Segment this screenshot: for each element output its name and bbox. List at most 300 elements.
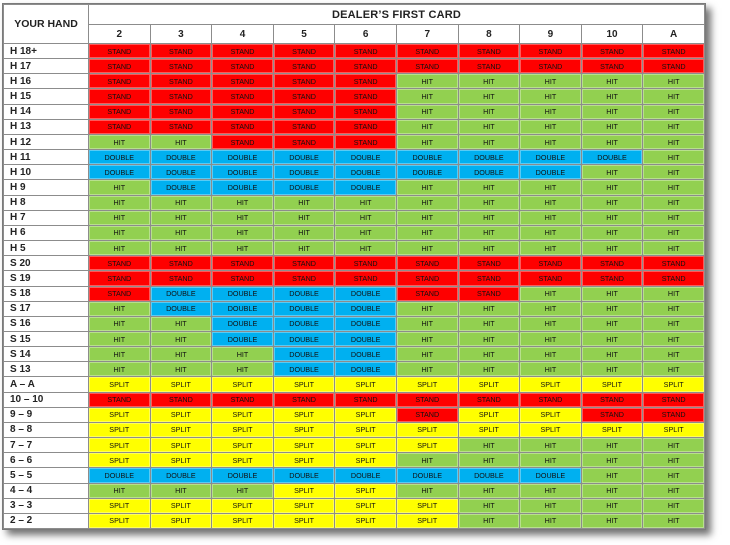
- action-cell: HIT: [520, 301, 582, 316]
- hand-label: 6 – 6: [4, 453, 89, 468]
- action-cell: STAND: [212, 59, 274, 74]
- action-cell: DOUBLE: [273, 286, 335, 301]
- action-cell: SPLIT: [396, 422, 458, 437]
- action-cell: SPLIT: [273, 407, 335, 422]
- action-cell: SPLIT: [212, 407, 274, 422]
- action-cell: HIT: [520, 513, 582, 528]
- table-row: [4, 316, 705, 331]
- action-cell: STAND: [335, 271, 397, 286]
- table-row: [4, 180, 705, 195]
- action-cell: DOUBLE: [150, 468, 212, 483]
- action-cell: SPLIT: [335, 498, 397, 513]
- action-cell: STAND: [150, 256, 212, 271]
- action-cell: HIT: [150, 225, 212, 240]
- action-cell: STAND: [89, 392, 151, 407]
- row-header-title: YOUR HAND: [4, 5, 89, 44]
- hand-label: 4 – 4: [4, 483, 89, 498]
- action-cell: DOUBLE: [458, 468, 520, 483]
- action-cell: SPLIT: [335, 513, 397, 528]
- action-cell: STAND: [273, 104, 335, 119]
- action-cell: SPLIT: [581, 422, 643, 437]
- table-row: [4, 150, 705, 165]
- action-cell: HIT: [581, 513, 643, 528]
- action-cell: HIT: [520, 89, 582, 104]
- action-cell: STAND: [89, 89, 151, 104]
- action-cell: SPLIT: [89, 453, 151, 468]
- action-cell: STAND: [335, 74, 397, 89]
- action-cell: HIT: [212, 483, 274, 498]
- action-cell: STAND: [212, 44, 274, 59]
- action-cell: HIT: [458, 331, 520, 346]
- action-cell: STAND: [150, 271, 212, 286]
- action-cell: HIT: [643, 89, 705, 104]
- hand-label: S 20: [4, 256, 89, 271]
- table-row: [4, 59, 705, 74]
- action-cell: HIT: [150, 210, 212, 225]
- action-cell: DOUBLE: [520, 165, 582, 180]
- action-cell: DOUBLE: [273, 301, 335, 316]
- action-cell: HIT: [458, 195, 520, 210]
- action-cell: HIT: [396, 210, 458, 225]
- action-cell: HIT: [520, 134, 582, 149]
- action-cell: STAND: [335, 256, 397, 271]
- action-cell: HIT: [458, 241, 520, 256]
- action-cell: HIT: [643, 453, 705, 468]
- action-cell: HIT: [273, 195, 335, 210]
- action-cell: STAND: [89, 104, 151, 119]
- action-cell: STAND: [643, 407, 705, 422]
- hand-label: 7 – 7: [4, 438, 89, 453]
- action-cell: SPLIT: [396, 498, 458, 513]
- action-cell: SPLIT: [520, 422, 582, 437]
- action-cell: SPLIT: [89, 377, 151, 392]
- action-cell: SPLIT: [89, 407, 151, 422]
- action-cell: SPLIT: [335, 422, 397, 437]
- action-cell: HIT: [458, 301, 520, 316]
- action-cell: HIT: [581, 362, 643, 377]
- action-cell: HIT: [643, 347, 705, 362]
- action-cell: HIT: [520, 362, 582, 377]
- action-cell: HIT: [396, 347, 458, 362]
- action-cell: HIT: [396, 89, 458, 104]
- action-cell: STAND: [520, 271, 582, 286]
- action-cell: SPLIT: [150, 422, 212, 437]
- action-cell: STAND: [643, 271, 705, 286]
- action-cell: HIT: [581, 195, 643, 210]
- dealer-card-header: 2: [89, 25, 151, 44]
- action-cell: STAND: [581, 271, 643, 286]
- action-cell: HIT: [581, 301, 643, 316]
- action-cell: HIT: [643, 134, 705, 149]
- dealer-card-header: 7: [396, 25, 458, 44]
- action-cell: HIT: [89, 301, 151, 316]
- action-cell: HIT: [458, 134, 520, 149]
- action-cell: SPLIT: [458, 407, 520, 422]
- action-cell: HIT: [581, 498, 643, 513]
- action-cell: HIT: [396, 104, 458, 119]
- action-cell: HIT: [520, 453, 582, 468]
- action-cell: STAND: [335, 134, 397, 149]
- action-cell: HIT: [335, 195, 397, 210]
- action-cell: DOUBLE: [212, 331, 274, 346]
- action-cell: SPLIT: [273, 498, 335, 513]
- table-row: [4, 241, 705, 256]
- dealer-card-header: 6: [335, 25, 397, 44]
- action-cell: STAND: [89, 74, 151, 89]
- action-cell: SPLIT: [520, 407, 582, 422]
- action-cell: STAND: [643, 392, 705, 407]
- action-cell: HIT: [335, 241, 397, 256]
- action-cell: SPLIT: [643, 377, 705, 392]
- dealer-card-header: 4: [212, 25, 274, 44]
- hand-label: S 14: [4, 347, 89, 362]
- strategy-table: [3, 4, 705, 529]
- action-cell: HIT: [643, 301, 705, 316]
- action-cell: HIT: [581, 483, 643, 498]
- column-group-title: DEALER’S FIRST CARD: [89, 5, 705, 25]
- action-cell: HIT: [396, 225, 458, 240]
- table-row: [4, 210, 705, 225]
- action-cell: SPLIT: [458, 377, 520, 392]
- action-cell: SPLIT: [458, 422, 520, 437]
- action-cell: HIT: [396, 316, 458, 331]
- action-cell: HIT: [581, 286, 643, 301]
- action-cell: HIT: [212, 241, 274, 256]
- action-cell: SPLIT: [273, 453, 335, 468]
- hand-label: S 16: [4, 316, 89, 331]
- action-cell: DOUBLE: [458, 165, 520, 180]
- action-cell: STAND: [458, 286, 520, 301]
- action-cell: SPLIT: [212, 422, 274, 437]
- hand-label: 8 – 8: [4, 422, 89, 437]
- action-cell: SPLIT: [89, 498, 151, 513]
- action-cell: SPLIT: [335, 453, 397, 468]
- action-cell: HIT: [581, 180, 643, 195]
- action-cell: HIT: [458, 362, 520, 377]
- action-cell: HIT: [581, 74, 643, 89]
- action-cell: DOUBLE: [335, 165, 397, 180]
- table-row: [4, 377, 705, 392]
- action-cell: HIT: [150, 483, 212, 498]
- action-cell: HIT: [458, 89, 520, 104]
- action-cell: STAND: [581, 44, 643, 59]
- action-cell: STAND: [89, 59, 151, 74]
- action-cell: SPLIT: [396, 377, 458, 392]
- hand-label: H 7: [4, 210, 89, 225]
- table-row: [4, 195, 705, 210]
- action-cell: HIT: [458, 513, 520, 528]
- action-cell: HIT: [396, 180, 458, 195]
- action-cell: HIT: [458, 438, 520, 453]
- action-cell: HIT: [150, 134, 212, 149]
- action-cell: DOUBLE: [273, 165, 335, 180]
- hand-label: H 13: [4, 119, 89, 134]
- dealer-card-header: 10: [581, 25, 643, 44]
- action-cell: HIT: [89, 210, 151, 225]
- action-cell: SPLIT: [335, 483, 397, 498]
- action-cell: STAND: [150, 59, 212, 74]
- action-cell: STAND: [643, 256, 705, 271]
- action-cell: STAND: [150, 89, 212, 104]
- action-cell: HIT: [520, 438, 582, 453]
- action-cell: HIT: [520, 225, 582, 240]
- hand-label: S 15: [4, 331, 89, 346]
- action-cell: HIT: [150, 362, 212, 377]
- action-cell: STAND: [89, 256, 151, 271]
- action-cell: STAND: [520, 44, 582, 59]
- action-cell: DOUBLE: [273, 150, 335, 165]
- hand-label: S 19: [4, 271, 89, 286]
- action-cell: HIT: [643, 316, 705, 331]
- action-cell: SPLIT: [273, 438, 335, 453]
- action-cell: HIT: [89, 241, 151, 256]
- action-cell: STAND: [89, 119, 151, 134]
- action-cell: DOUBLE: [581, 150, 643, 165]
- action-cell: HIT: [643, 150, 705, 165]
- hand-label: 3 – 3: [4, 498, 89, 513]
- action-cell: DOUBLE: [335, 347, 397, 362]
- action-cell: SPLIT: [150, 498, 212, 513]
- action-cell: HIT: [458, 453, 520, 468]
- action-cell: HIT: [581, 104, 643, 119]
- hand-label: H 18+: [4, 44, 89, 59]
- action-cell: HIT: [581, 347, 643, 362]
- action-cell: STAND: [273, 89, 335, 104]
- action-cell: STAND: [273, 44, 335, 59]
- hand-label: H 9: [4, 180, 89, 195]
- action-cell: STAND: [335, 44, 397, 59]
- action-cell: DOUBLE: [212, 165, 274, 180]
- action-cell: HIT: [335, 225, 397, 240]
- action-cell: HIT: [89, 331, 151, 346]
- action-cell: STAND: [335, 104, 397, 119]
- action-cell: SPLIT: [89, 422, 151, 437]
- hand-label: S 18: [4, 286, 89, 301]
- action-cell: SPLIT: [273, 377, 335, 392]
- hand-label: H 6: [4, 225, 89, 240]
- action-cell: SPLIT: [150, 513, 212, 528]
- action-cell: HIT: [643, 438, 705, 453]
- action-cell: STAND: [273, 392, 335, 407]
- action-cell: DOUBLE: [212, 286, 274, 301]
- action-cell: DOUBLE: [335, 150, 397, 165]
- action-cell: HIT: [212, 195, 274, 210]
- dealer-card-header: A: [643, 25, 705, 44]
- action-cell: DOUBLE: [335, 468, 397, 483]
- action-cell: SPLIT: [212, 438, 274, 453]
- action-cell: STAND: [273, 59, 335, 74]
- action-cell: STAND: [581, 256, 643, 271]
- action-cell: DOUBLE: [335, 331, 397, 346]
- action-cell: HIT: [89, 316, 151, 331]
- action-cell: HIT: [643, 104, 705, 119]
- action-cell: STAND: [89, 271, 151, 286]
- action-cell: HIT: [273, 210, 335, 225]
- action-cell: HIT: [396, 362, 458, 377]
- action-cell: HIT: [458, 225, 520, 240]
- action-cell: STAND: [520, 392, 582, 407]
- action-cell: HIT: [396, 134, 458, 149]
- action-cell: STAND: [396, 256, 458, 271]
- action-cell: HIT: [150, 195, 212, 210]
- action-cell: STAND: [335, 59, 397, 74]
- hand-label: H 14: [4, 104, 89, 119]
- action-cell: HIT: [89, 195, 151, 210]
- column-header-row: [4, 25, 705, 44]
- action-cell: DOUBLE: [273, 468, 335, 483]
- action-cell: STAND: [396, 44, 458, 59]
- table-row: [4, 453, 705, 468]
- action-cell: DOUBLE: [273, 362, 335, 377]
- action-cell: HIT: [458, 104, 520, 119]
- action-cell: STAND: [458, 59, 520, 74]
- action-cell: STAND: [581, 392, 643, 407]
- action-cell: HIT: [458, 74, 520, 89]
- action-cell: HIT: [643, 498, 705, 513]
- action-cell: HIT: [396, 483, 458, 498]
- action-cell: DOUBLE: [89, 150, 151, 165]
- action-cell: HIT: [643, 468, 705, 483]
- action-cell: DOUBLE: [335, 180, 397, 195]
- action-cell: STAND: [150, 392, 212, 407]
- action-cell: HIT: [581, 331, 643, 346]
- action-cell: HIT: [396, 241, 458, 256]
- action-cell: HIT: [396, 331, 458, 346]
- action-cell: HIT: [520, 104, 582, 119]
- table-body: [4, 44, 705, 529]
- action-cell: HIT: [458, 210, 520, 225]
- action-cell: DOUBLE: [520, 468, 582, 483]
- table-row: [4, 134, 705, 149]
- action-cell: SPLIT: [335, 407, 397, 422]
- action-cell: STAND: [520, 59, 582, 74]
- table-row: [4, 392, 705, 407]
- action-cell: HIT: [458, 347, 520, 362]
- hand-label: H 15: [4, 89, 89, 104]
- action-cell: HIT: [212, 362, 274, 377]
- action-cell: HIT: [581, 316, 643, 331]
- hand-label: H 11: [4, 150, 89, 165]
- action-cell: HIT: [150, 331, 212, 346]
- action-cell: HIT: [643, 165, 705, 180]
- action-cell: STAND: [273, 256, 335, 271]
- action-cell: STAND: [212, 74, 274, 89]
- action-cell: STAND: [150, 119, 212, 134]
- action-cell: SPLIT: [396, 513, 458, 528]
- action-cell: HIT: [458, 180, 520, 195]
- table-row: [4, 498, 705, 513]
- action-cell: SPLIT: [520, 377, 582, 392]
- action-cell: DOUBLE: [89, 468, 151, 483]
- table-row: [4, 74, 705, 89]
- table-row: [4, 407, 705, 422]
- action-cell: HIT: [520, 347, 582, 362]
- action-cell: HIT: [643, 74, 705, 89]
- action-cell: DOUBLE: [335, 362, 397, 377]
- hand-label: 2 – 2: [4, 513, 89, 528]
- action-cell: HIT: [150, 241, 212, 256]
- action-cell: DOUBLE: [150, 301, 212, 316]
- action-cell: HIT: [643, 180, 705, 195]
- action-cell: SPLIT: [273, 513, 335, 528]
- action-cell: STAND: [273, 74, 335, 89]
- action-cell: SPLIT: [150, 377, 212, 392]
- action-cell: STAND: [212, 89, 274, 104]
- action-cell: DOUBLE: [212, 301, 274, 316]
- action-cell: HIT: [273, 225, 335, 240]
- action-cell: HIT: [89, 134, 151, 149]
- action-cell: DOUBLE: [273, 331, 335, 346]
- dealer-card-header: 9: [520, 25, 582, 44]
- action-cell: HIT: [643, 195, 705, 210]
- action-cell: HIT: [581, 165, 643, 180]
- table-row: [4, 119, 705, 134]
- action-cell: STAND: [581, 407, 643, 422]
- table-row: [4, 165, 705, 180]
- action-cell: HIT: [212, 210, 274, 225]
- action-cell: STAND: [150, 104, 212, 119]
- action-cell: HIT: [581, 468, 643, 483]
- action-cell: HIT: [89, 362, 151, 377]
- action-cell: STAND: [150, 74, 212, 89]
- hand-label: 10 – 10: [4, 392, 89, 407]
- action-cell: HIT: [520, 483, 582, 498]
- action-cell: HIT: [212, 225, 274, 240]
- action-cell: STAND: [581, 59, 643, 74]
- action-cell: HIT: [643, 225, 705, 240]
- action-cell: STAND: [335, 89, 397, 104]
- action-cell: HIT: [212, 347, 274, 362]
- table-row: [4, 44, 705, 59]
- action-cell: SPLIT: [335, 377, 397, 392]
- action-cell: SPLIT: [150, 453, 212, 468]
- action-cell: SPLIT: [212, 513, 274, 528]
- hand-label: 5 – 5: [4, 468, 89, 483]
- dealer-card-header: 3: [150, 25, 212, 44]
- action-cell: HIT: [520, 498, 582, 513]
- action-cell: SPLIT: [273, 483, 335, 498]
- table-row: [4, 271, 705, 286]
- action-cell: STAND: [335, 392, 397, 407]
- action-cell: DOUBLE: [212, 468, 274, 483]
- action-cell: STAND: [643, 59, 705, 74]
- action-cell: DOUBLE: [89, 165, 151, 180]
- action-cell: SPLIT: [212, 498, 274, 513]
- action-cell: STAND: [458, 256, 520, 271]
- action-cell: DOUBLE: [150, 180, 212, 195]
- action-cell: HIT: [581, 134, 643, 149]
- action-cell: HIT: [643, 286, 705, 301]
- action-cell: STAND: [212, 256, 274, 271]
- hand-label: S 13: [4, 362, 89, 377]
- action-cell: DOUBLE: [335, 316, 397, 331]
- action-cell: HIT: [89, 180, 151, 195]
- action-cell: HIT: [89, 483, 151, 498]
- action-cell: HIT: [396, 301, 458, 316]
- action-cell: HIT: [458, 498, 520, 513]
- action-cell: HIT: [581, 453, 643, 468]
- action-cell: HIT: [396, 74, 458, 89]
- hand-label: H 5: [4, 241, 89, 256]
- action-cell: STAND: [273, 119, 335, 134]
- hand-label: A – A: [4, 377, 89, 392]
- table-row: [4, 513, 705, 528]
- action-cell: HIT: [520, 331, 582, 346]
- action-cell: HIT: [581, 438, 643, 453]
- action-cell: HIT: [273, 241, 335, 256]
- action-cell: HIT: [150, 316, 212, 331]
- action-cell: DOUBLE: [335, 301, 397, 316]
